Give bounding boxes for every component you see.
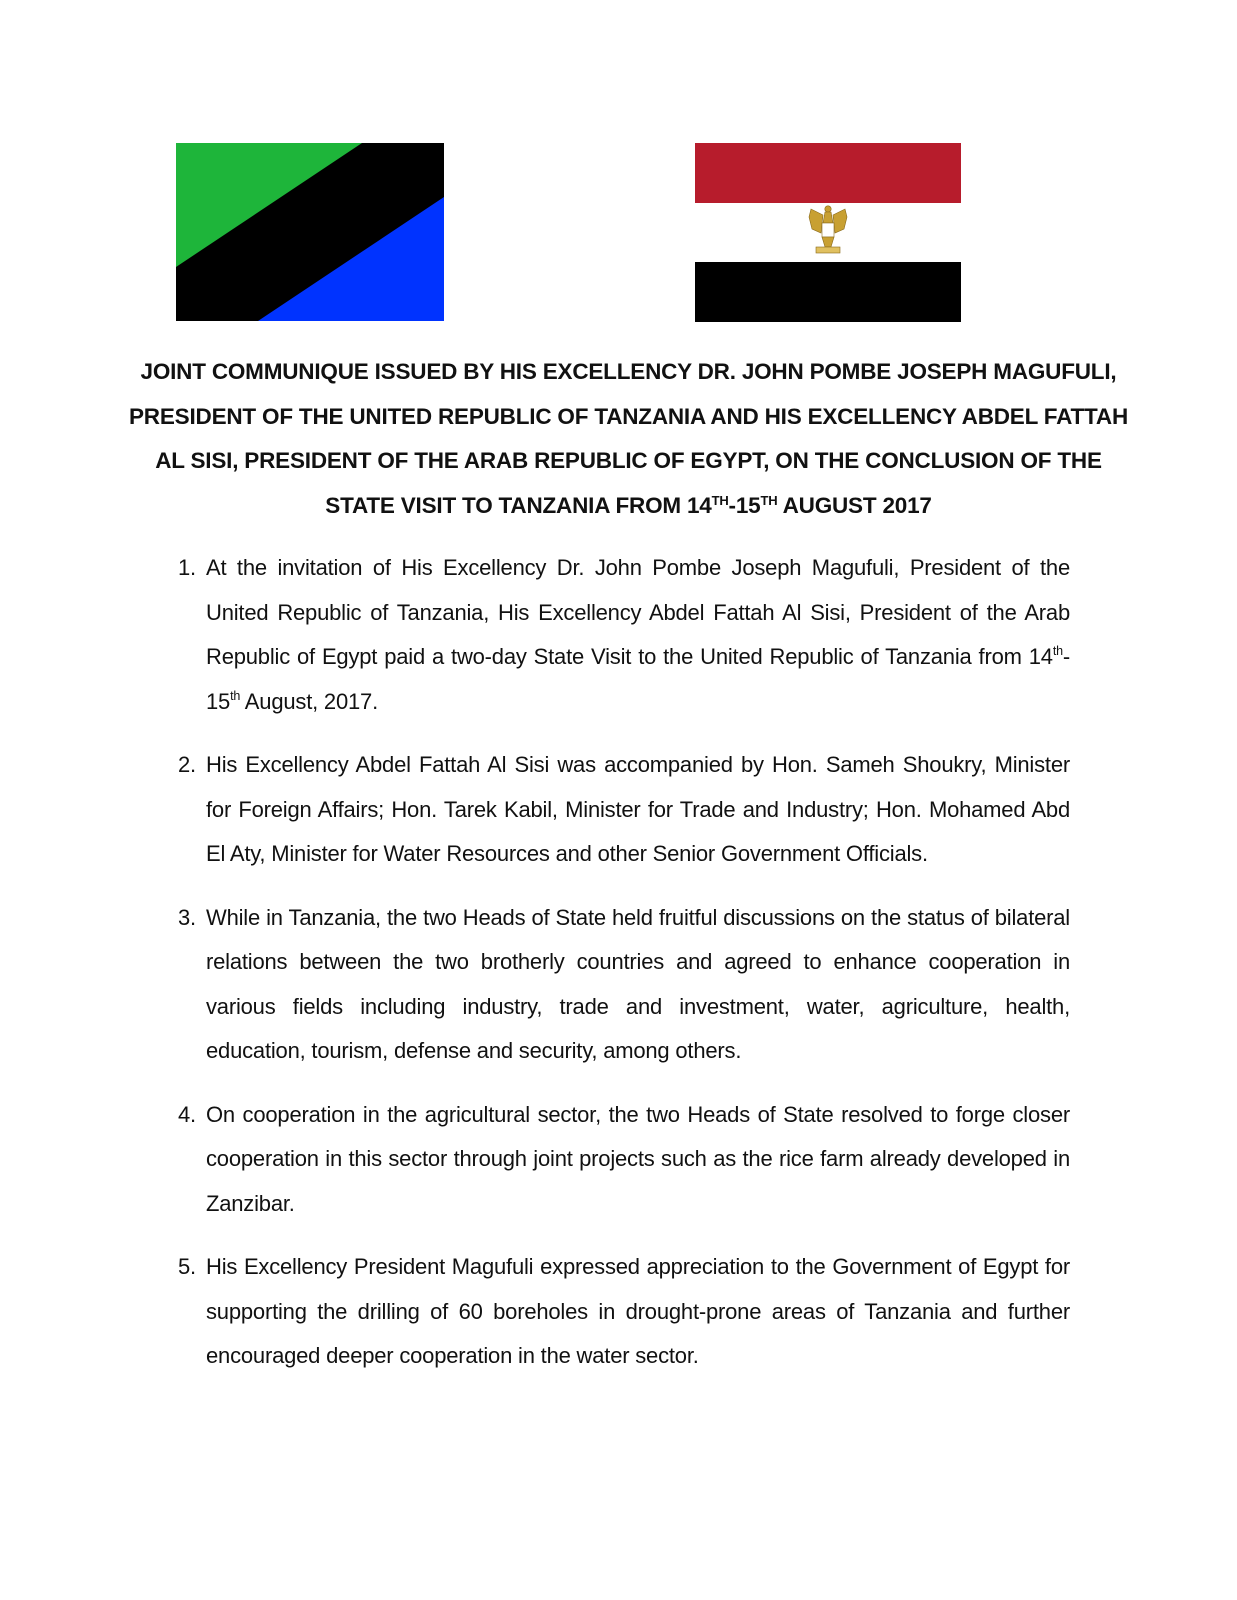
paragraph-text: On cooperation in the agricultural sector, the two Heads of State resolved to forge closer cooperation in this sector through joint projects such as the rice farm already developed in Zanzibar.	[206, 1101, 1070, 1216]
paragraph-2	[150, 743, 1070, 877]
paragraph-number: 4.	[178, 1101, 196, 1127]
paragraph-text: At the invitation of His Excellency Dr. John Pombe Joseph Magufuli, President of the United Republic of Tanzania, His Excellency Abdel Fattah Al Sisi, President of the Arab Republic of Egypt paid a two-day State Visit to the United Republic of Tanzania from 14th-15th August, 2017.	[206, 555, 1070, 714]
paragraph-4	[150, 1093, 1070, 1227]
paragraph-number: 3.	[178, 904, 196, 930]
paragraph-1	[150, 546, 1070, 724]
paragraph-number: 1.	[178, 555, 196, 580]
tanzania-flag	[176, 143, 444, 321]
communique-paragraphs	[150, 546, 1070, 1398]
egypt-flag	[695, 143, 961, 322]
paragraph-number: 5.	[178, 1254, 196, 1279]
paragraph-number: 2.	[178, 752, 196, 777]
paragraph-text: His Excellency Abdel Fattah Al Sisi was accompanied by Hon. Sameh Shoukry, Minister for Foreign Affairs; Hon. Tarek Kabil, Minister for Trade and Industry; Hon. Mohamed Abd El Aty, Minister for Water Resources and other Senior Government Officials.	[206, 752, 1070, 866]
paragraph-text: His Excellency President Magufuli expressed appreciation to the Government of Egypt for supporting the drilling of 60 boreholes in drought-prone areas of Tanzania and further encouraged deeper cooperation in the water sector.	[206, 1254, 1070, 1368]
paragraph-text: While in Tanzania, the two Heads of State held fruitful discussions on the status of bilateral relations between the two brotherly countries and agreed to enhance cooperation in various fields including industry, trade and investment, water, agriculture, health, education, tourism, defense and security, among others.	[206, 904, 1070, 1063]
communique-title: JOINT COMMUNIQUE ISSUED BY HIS EXCELLENCY DR. JOHN POMBE JOSEPH MAGUFULI, PRESIDENT OF THE UNITED REPUBLIC OF TANZANIA AND HIS EXCELLENCY ABDEL FATTAH AL SISI, PRESIDENT OF THE ARAB REPUBLIC OF EGYPT, ON THE CONCLUSION OF THE STATE VISIT TO TANZANIA FROM 14TH-15TH AUGUST 2017	[129, 359, 1128, 518]
paragraph-5	[150, 1245, 1070, 1379]
paragraph-3	[150, 896, 1070, 1074]
